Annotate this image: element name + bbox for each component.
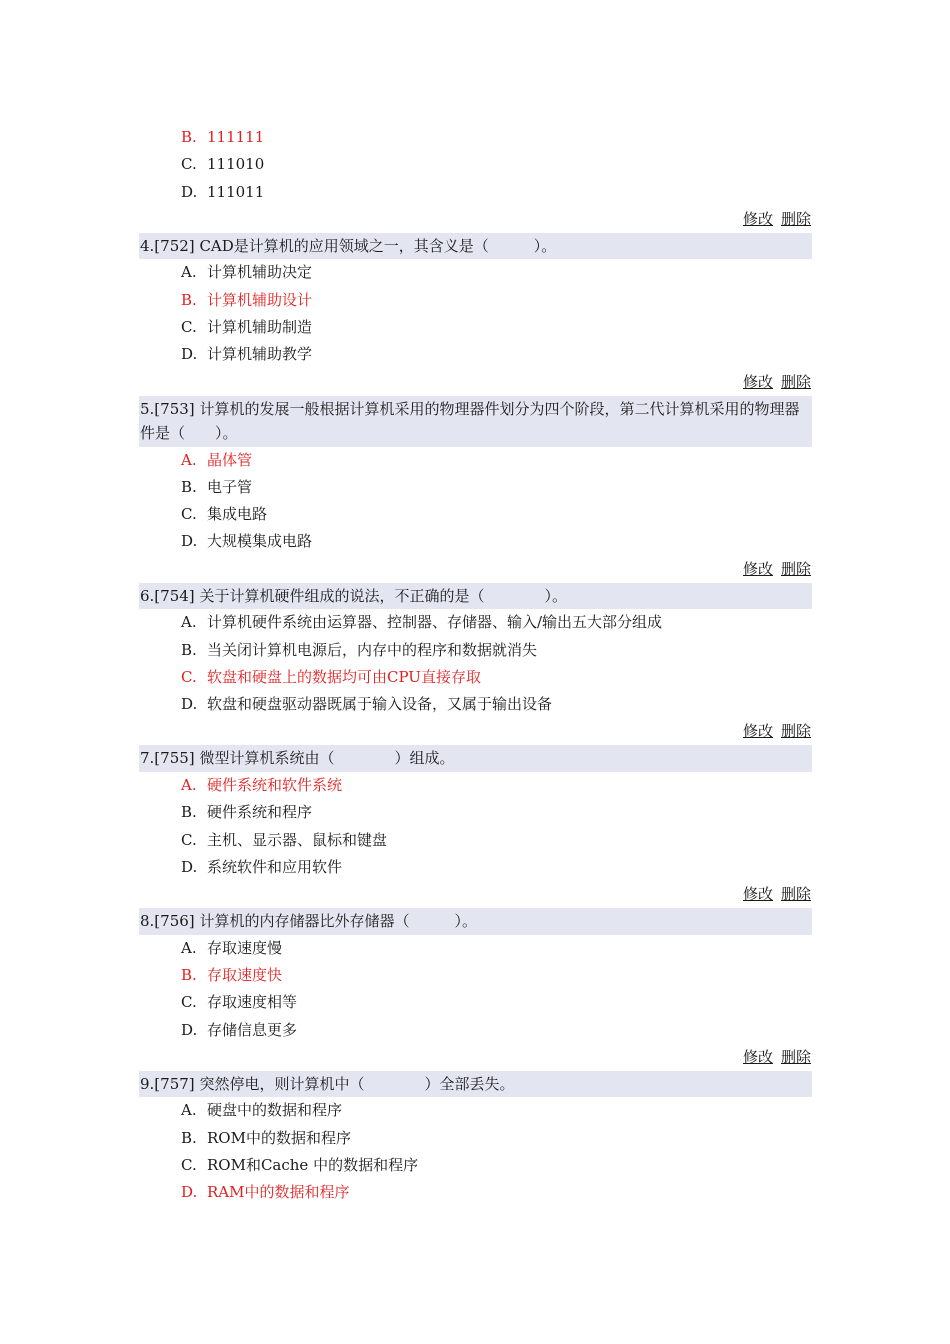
- option-letter: B.: [181, 640, 197, 659]
- option-letter: C.: [181, 993, 197, 1012]
- question-list: [139, 124, 812, 1207]
- edit-link[interactable]: 修改: [742, 722, 773, 741]
- question-text: 计算机的内存储器比外存储器（ ）。: [199, 912, 477, 931]
- option-letter: D.: [181, 345, 198, 364]
- question-text: 关于计算机硬件组成的说法，不正确的是（ ）。: [199, 586, 567, 605]
- delete-link[interactable]: 删除: [780, 885, 811, 904]
- option-row: [139, 935, 812, 962]
- question-actions: [139, 1044, 812, 1071]
- option-text: RAM中的数据和程序: [207, 1183, 350, 1202]
- option-text: 主机、显示器、鼠标和键盘: [207, 830, 388, 849]
- question-number: 7.[755]: [140, 749, 195, 768]
- option-letter: A.: [181, 450, 197, 469]
- question-stem: [139, 583, 812, 610]
- question-stem: [139, 908, 812, 935]
- option-letter: A.: [181, 263, 197, 282]
- question-number: 6.[754]: [140, 586, 195, 605]
- option-row: [139, 179, 812, 206]
- question-text: 计算机的发展一般根据计算机采用的物理器件划分为四个阶段，第二代计算机采用的物理器件是（ ）。: [140, 399, 800, 443]
- option-letter: D.: [181, 182, 198, 201]
- edit-link[interactable]: 修改: [742, 1047, 773, 1066]
- option-letter: B.: [181, 965, 197, 984]
- option-text: 计算机辅助决定: [207, 263, 313, 282]
- question-3-options: [139, 124, 812, 206]
- option-text: 计算机辅助教学: [207, 345, 313, 364]
- option-text: 硬盘中的数据和程序: [207, 1101, 343, 1120]
- option-row: [139, 799, 812, 826]
- option-row: [139, 691, 812, 718]
- option-letter: C.: [181, 667, 197, 686]
- question-actions: [139, 369, 812, 396]
- question-stem: [139, 1071, 812, 1098]
- option-text: 存取速度相等: [207, 993, 298, 1012]
- delete-link[interactable]: 删除: [780, 209, 811, 228]
- question-actions: [139, 718, 812, 745]
- option-row: [139, 124, 812, 151]
- edit-link[interactable]: 修改: [742, 885, 773, 904]
- option-row: [139, 989, 812, 1016]
- delete-link[interactable]: 删除: [780, 559, 811, 578]
- option-letter: C.: [181, 505, 197, 524]
- option-row: [139, 962, 812, 989]
- option-text: ROM中的数据和程序: [207, 1128, 351, 1147]
- option-row: [139, 664, 812, 691]
- option-row: [139, 151, 812, 178]
- option-letter: A.: [181, 613, 197, 632]
- question-stem: [139, 745, 812, 772]
- edit-link[interactable]: 修改: [742, 209, 773, 228]
- option-letter: A.: [181, 775, 197, 794]
- option-letter: B.: [181, 1128, 197, 1147]
- option-text: 111011: [207, 182, 265, 201]
- option-letter: D.: [181, 695, 198, 714]
- option-letter: D.: [181, 1020, 198, 1039]
- option-row: [139, 1152, 812, 1179]
- option-text: 电子管: [207, 477, 253, 496]
- option-row: [139, 501, 812, 528]
- option-text: 存储信息更多: [207, 1020, 298, 1039]
- option-row: [139, 1017, 812, 1044]
- option-row: [139, 287, 812, 314]
- option-text: ROM和Cache 中的数据和程序: [207, 1155, 419, 1174]
- option-text: 大规模集成电路: [207, 532, 313, 551]
- option-row: [139, 827, 812, 854]
- option-row: [139, 341, 812, 368]
- question-text: 微型计算机系统由（ ）组成。: [199, 749, 455, 768]
- question-actions: [139, 556, 812, 583]
- option-text: 晶体管: [207, 450, 253, 469]
- option-text: 硬件系统和程序: [207, 803, 313, 822]
- option-row: [139, 1125, 812, 1152]
- question-text: 突然停电，则计算机中（ ）全部丢失。: [199, 1074, 515, 1093]
- option-text: 111010: [207, 155, 265, 174]
- option-letter: C.: [181, 155, 197, 174]
- option-row: [139, 772, 812, 799]
- option-letter: B.: [181, 128, 197, 146]
- option-row: [139, 1097, 812, 1124]
- option-text: 存取速度慢: [207, 938, 283, 957]
- option-row: [139, 447, 812, 474]
- option-text: 软盘和硬盘上的数据均可由CPU直接存取: [207, 667, 481, 686]
- option-letter: A.: [181, 938, 197, 957]
- question-number: 5.[753]: [140, 399, 195, 418]
- delete-link[interactable]: 删除: [780, 1047, 811, 1066]
- question-actions: [139, 206, 812, 233]
- question-stem: [139, 396, 812, 447]
- option-letter: D.: [181, 857, 198, 876]
- option-letter: D.: [181, 1183, 198, 1202]
- option-text: 软盘和硬盘驱动器既属于输入设备，又属于输出设备: [207, 695, 553, 714]
- option-text: 计算机辅助设计: [207, 290, 313, 309]
- option-letter: A.: [181, 1101, 197, 1120]
- question-number: 9.[757]: [140, 1074, 195, 1093]
- option-row: [139, 637, 812, 664]
- option-letter: C.: [181, 317, 197, 336]
- question-stem: [139, 233, 812, 260]
- question-actions: [139, 881, 812, 908]
- option-letter: D.: [181, 532, 198, 551]
- edit-link[interactable]: 修改: [742, 559, 773, 578]
- option-text: 当关闭计算机电源后，内存中的程序和数据就消失: [207, 640, 538, 659]
- option-text: 111111: [207, 128, 265, 146]
- delete-link[interactable]: 删除: [780, 372, 811, 391]
- option-text: 计算机硬件系统由运算器、控制器、存储器、输入/输出五大部分组成: [207, 613, 663, 632]
- option-row: [139, 854, 812, 881]
- option-letter: C.: [181, 830, 197, 849]
- option-letter: C.: [181, 1155, 197, 1174]
- question-number: 4.[752]: [140, 236, 195, 255]
- option-row: [139, 259, 812, 286]
- edit-link[interactable]: 修改: [742, 372, 773, 391]
- option-row: [139, 474, 812, 501]
- option-letter: B.: [181, 477, 197, 496]
- option-text: 存取速度快: [207, 965, 283, 984]
- delete-link[interactable]: 删除: [780, 722, 811, 741]
- option-row: [139, 314, 812, 341]
- option-letter: B.: [181, 290, 197, 309]
- question-text: CAD是计算机的应用领域之一，其含义是（ ）。: [199, 236, 557, 255]
- option-text: 硬件系统和软件系统: [207, 775, 343, 794]
- option-letter: B.: [181, 803, 197, 822]
- option-row: [139, 1179, 812, 1206]
- question-number: 8.[756]: [140, 912, 195, 931]
- option-row: [139, 609, 812, 636]
- option-text: 系统软件和应用软件: [207, 857, 343, 876]
- option-row: [139, 528, 812, 555]
- option-text: 集成电路: [207, 505, 268, 524]
- option-text: 计算机辅助制造: [207, 317, 313, 336]
